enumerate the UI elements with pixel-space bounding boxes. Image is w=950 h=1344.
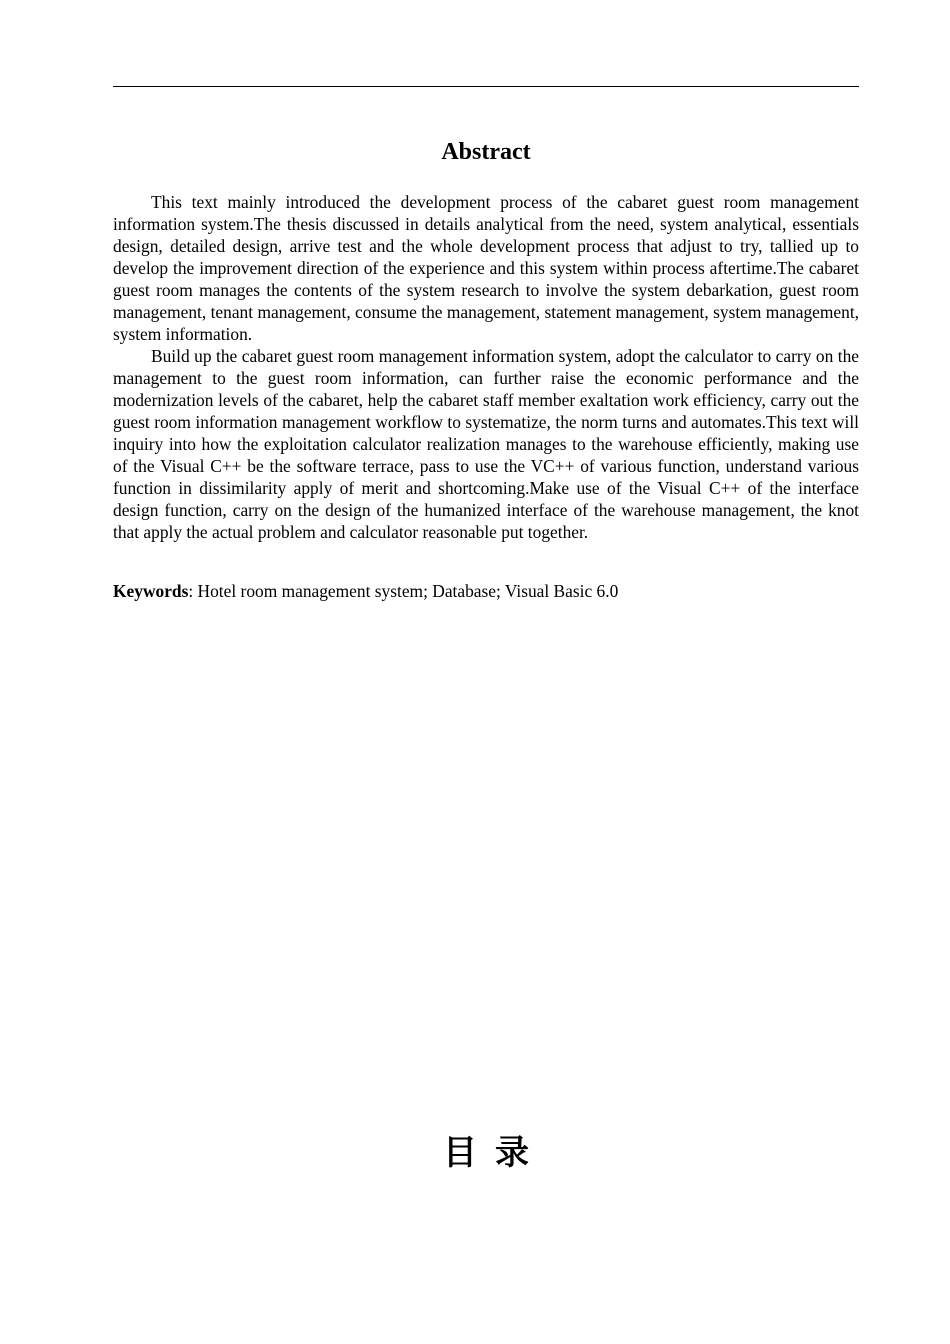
abstract-body bbox=[113, 191, 859, 543]
keywords-text: : Hotel room management system; Database; Visual Basic 6.0 bbox=[188, 581, 619, 601]
abstract-paragraph-1: This text mainly introduced the development process of the cabaret guest room management information system.The thesis discussed in details analytical from the need, system analytical, essentials design, detailed design, arrive test and the whole development process that adjust to try, tallied up to develop the improvement direction of the experience and this system within process aftertime.The cabaret guest room manages the contents of the system research to involve the system debarkation, guest room management, tenant management, consume the management, statement management, system management, system information. bbox=[113, 192, 859, 344]
toc-title: 目录 bbox=[443, 1133, 547, 1173]
abstract-paragraph-2: Build up the cabaret guest room management information system, adopt the calculator to carry on the management to the guest room information, can further raise the economic performance and the modernization levels of the cabaret, help the cabaret staff member exaltation work efficiency, carry out the guest room information management workflow to systematize, the norm turns and automates.This text will inquiry into how the exploitation calculator realization manages to the warehouse efficiently, making use of the Visual C++ be the software terrace, pass to use the VC++ of various function, understand various function in dissimilarity apply of merit and shortcoming.Make use of the Visual C++ of the interface design function, carry on the design of the humanized interface of the warehouse management, the knot that apply the actual problem and calculator reasonable put together. bbox=[113, 346, 859, 542]
header-rule bbox=[113, 86, 859, 87]
keywords-line bbox=[113, 580, 859, 602]
keywords-label: Keywords bbox=[113, 581, 189, 601]
abstract-title: Abstract bbox=[441, 139, 531, 165]
